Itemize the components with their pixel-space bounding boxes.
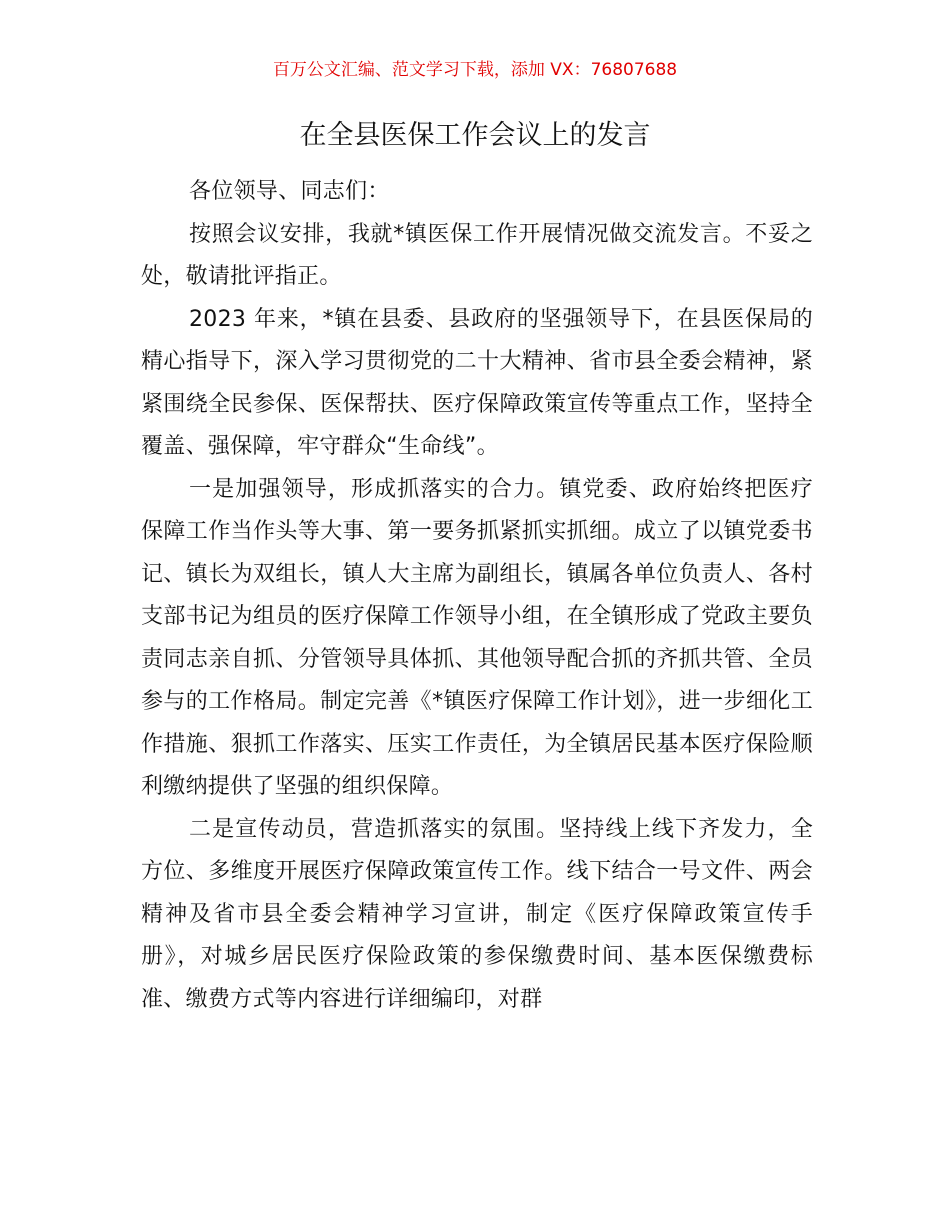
watermark-banner: 百万公文汇编、范文学习下载，添加 VX：76807688 (272, 60, 678, 80)
paragraph-publicity: 二是宣传动员，营造抓落实的氛围。坚持线上线下齐发力，全方位、多维度开展医疗保障政策宣传工作。线下结合一号文件、两会精神及省市县全委会精神学习宣讲，制定《医疗保障政策宣传手册》，对城乡居民医疗保险政策的参保缴费时间、基本医保缴费标准、缴费方式等内容进行详细编印，对群 (141, 816, 813, 1012)
document-title: 在全县医保工作会议上的发言 (299, 120, 651, 151)
paragraph-intro: 按照会议安排，我就*镇医保工作开展情况做交流发言。不妥之处，敬请批评指正。 (141, 221, 813, 289)
paragraph-leadership: 一是加强领导，形成抓落实的合力。镇党委、政府始终把医疗保障工作当作头等大事、第一要务抓紧抓实抓细。成立了以镇党委书记、镇长为双组长，镇人大主席为副组长，镇属各单位负责人、各村支部书记为组员的医疗保障工作领导小组，在全镇形成了党政主要负责同志亲自抓、分管领导具体抓、其他领导配合抓的齐抓共管、全员参与的工作格局。制定完善《*镇医疗保障工作计划》，进一步细化工作措施、狠抓工作落实、压实工作责任，为全镇居民基本医疗保险顺利缴纳提供了坚强的组织保障。 (141, 476, 813, 799)
document-body (141, 171, 813, 1021)
paragraph-overview: 2023 年来，*镇在县委、县政府的坚强领导下，在县医保局的精心指导下，深入学习贯彻党的二十大精神、省市县全委会精神，紧紧围绕全民参保、医保帮扶、医疗保障政策宣传等重点工作，坚持全覆盖、强保障，牢守群众“生命线”。 (141, 306, 813, 459)
salutation: 各位领导、同志们： (189, 179, 390, 204)
